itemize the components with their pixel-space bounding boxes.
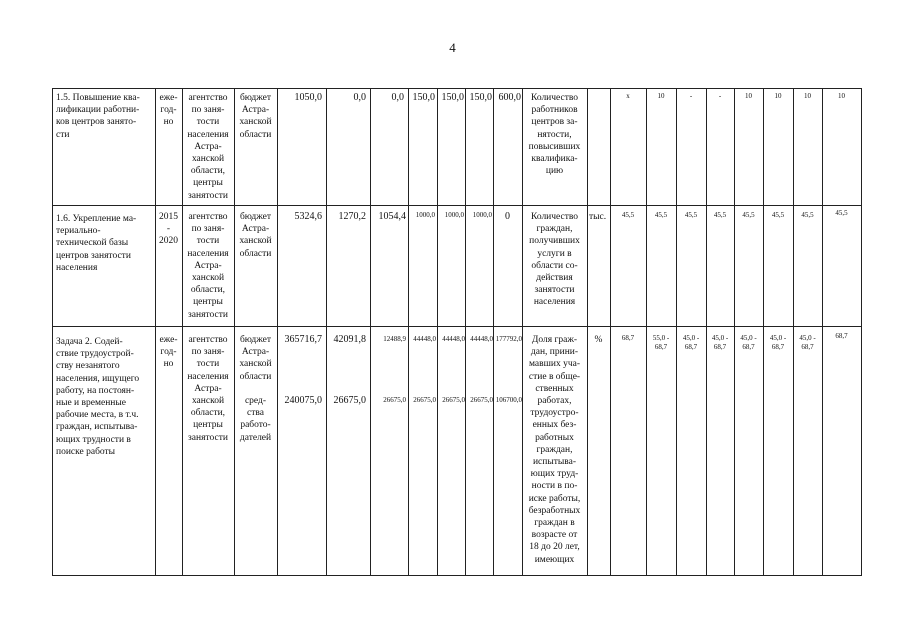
- period: 2015 - 2020: [159, 212, 178, 247]
- column-divider: [676, 88, 677, 576]
- year-amount: 26675,0: [383, 396, 406, 404]
- executor: агентство по заня- тости населения Астра- ханской области, центры занятости: [187, 335, 229, 443]
- total-amount: 240075,0: [284, 395, 322, 406]
- column-divider: [52, 88, 53, 576]
- indicator-value: 45,5: [654, 211, 668, 219]
- year-amount: 0,0: [391, 92, 404, 103]
- column-divider: [234, 88, 235, 576]
- indicator-value: 68,7: [835, 332, 848, 340]
- year-amount: 44448,0: [470, 335, 493, 343]
- column-divider: [763, 88, 764, 576]
- column-divider: [326, 88, 327, 576]
- indicator-value: 10: [745, 92, 752, 100]
- indicator-value: 45,0 - 68,7: [799, 334, 816, 351]
- year-amount: 177792,0: [495, 335, 522, 343]
- year-amount: 0,0: [353, 92, 366, 103]
- indicator-value: -: [689, 92, 693, 100]
- year-amount: 106700,0: [495, 396, 522, 404]
- column-divider: [610, 88, 611, 576]
- total-amount: 365716,7: [284, 334, 322, 345]
- column-divider: [155, 88, 156, 576]
- indicator-value: 45,0 - 68,7: [682, 334, 700, 351]
- page-number: 4: [449, 40, 456, 55]
- column-divider: [465, 88, 466, 576]
- year-amount: 42091,8: [333, 334, 366, 345]
- indicator-name: Количество работников центров за- нятости, повысивших квалифика- цию: [528, 93, 581, 177]
- column-divider: [734, 88, 735, 576]
- indicator-name: Доля граж- дан, прини- мавших уча- стие в обще- ственных работах, трудоустро- енных без- работных граждан, испытыва- ющих труд- ности в по- иске работы, безработных граждан в возрасте от 18 до 20 лет, имеющих: [528, 335, 581, 565]
- period: еже- год- но: [159, 335, 178, 370]
- column-divider: [587, 88, 588, 576]
- year-amount: 1054,4: [378, 211, 406, 222]
- indicator-value: 45,5: [835, 209, 848, 217]
- year-amount: 44448,0: [413, 335, 436, 343]
- indicator-unit: тыс.: [589, 212, 607, 222]
- funding-source: сред- ства работо- дателей: [239, 396, 272, 443]
- total-amount: 1050,0: [294, 92, 322, 103]
- task-name: Задача 2. Содей- ствие трудоустрой- ству незанятого населения, ищущего работу, на постоян- ные и временные рабочие места, в т.ч. граждан, испытыва- ющих трудности в поиске работы: [56, 337, 140, 457]
- indicator-value: 45,0 - 68,7: [740, 334, 757, 351]
- year-amount: 12488,9: [383, 335, 406, 343]
- indicator-value: 45,5: [621, 211, 635, 219]
- indicator-value: 45,5: [801, 211, 814, 219]
- year-amount: 44448,0: [442, 335, 465, 343]
- table-border-bottom: [52, 575, 862, 576]
- year-amount: 150,0: [441, 92, 464, 103]
- table-border-right: [861, 88, 862, 576]
- year-amount: 26675,0: [442, 396, 465, 404]
- indicator-value: 45,5: [742, 211, 755, 219]
- indicator-value: -: [718, 92, 722, 100]
- column-divider: [493, 88, 494, 576]
- indicator-value: 55,0 - 68,7: [652, 334, 670, 351]
- column-divider: [793, 88, 794, 576]
- row-divider: [52, 326, 862, 327]
- indicator-value: 10: [804, 92, 811, 100]
- year-amount: 0: [505, 211, 510, 222]
- indicator-value: 10: [774, 92, 782, 100]
- year-amount: 26675,0: [413, 396, 436, 404]
- year-amount: 1000,0: [444, 211, 464, 219]
- year-amount: 150,0: [412, 92, 435, 103]
- indicator-value: х: [626, 92, 630, 100]
- year-amount: 1000,0: [472, 211, 492, 219]
- period: еже- год- но: [159, 93, 178, 128]
- column-divider: [646, 88, 647, 576]
- funding-source: бюджет Астра- ханской области: [239, 212, 272, 259]
- year-amount: 150,0: [469, 92, 492, 103]
- indicator-value: 10: [657, 92, 665, 100]
- year-amount: 1000,0: [415, 211, 435, 219]
- year-amount: 600,0: [498, 92, 521, 103]
- funding-source: бюджет Астра- ханской области: [239, 93, 272, 140]
- indicator-value: 68,7: [621, 334, 635, 342]
- measure-name: 1.5. Повышение ква- лификации работни- ков центров занято- сти: [56, 93, 140, 140]
- executor: агентство по заня- тости населения Астра- ханской области, центры занятости: [187, 93, 229, 201]
- column-divider: [277, 88, 278, 576]
- column-divider: [437, 88, 438, 576]
- funding-source: бюджет Астра- ханской области: [239, 335, 272, 382]
- executor: агентство по заня- тости населения Астра- ханской области, центры занятости: [187, 212, 229, 320]
- measure-name: 1.6. Укрепление ма- териально- технической базы центров занятости населения: [56, 214, 137, 273]
- table-border-top: [52, 88, 862, 89]
- indicator-value: 45,5: [713, 211, 727, 219]
- indicator-unit: %: [594, 335, 603, 345]
- indicator-name: Количество граждан, получивших услуги в области со- действия занятости населения: [529, 212, 580, 308]
- year-amount: 1270,2: [338, 211, 366, 222]
- year-amount: 26675,0: [333, 395, 366, 406]
- indicator-value: 45,0 - 68,7: [711, 334, 729, 351]
- column-divider: [706, 88, 707, 576]
- year-amount: 26675,0: [470, 396, 493, 404]
- total-amount: 5324,6: [294, 211, 322, 222]
- indicator-value: 45,0 - 68,7: [769, 334, 787, 351]
- column-divider: [408, 88, 409, 576]
- indicator-value: 45,5: [771, 211, 785, 219]
- row-divider: [52, 205, 862, 206]
- indicator-value: 10: [838, 92, 845, 100]
- indicator-value: 45,5: [684, 211, 698, 219]
- column-divider: [370, 88, 371, 576]
